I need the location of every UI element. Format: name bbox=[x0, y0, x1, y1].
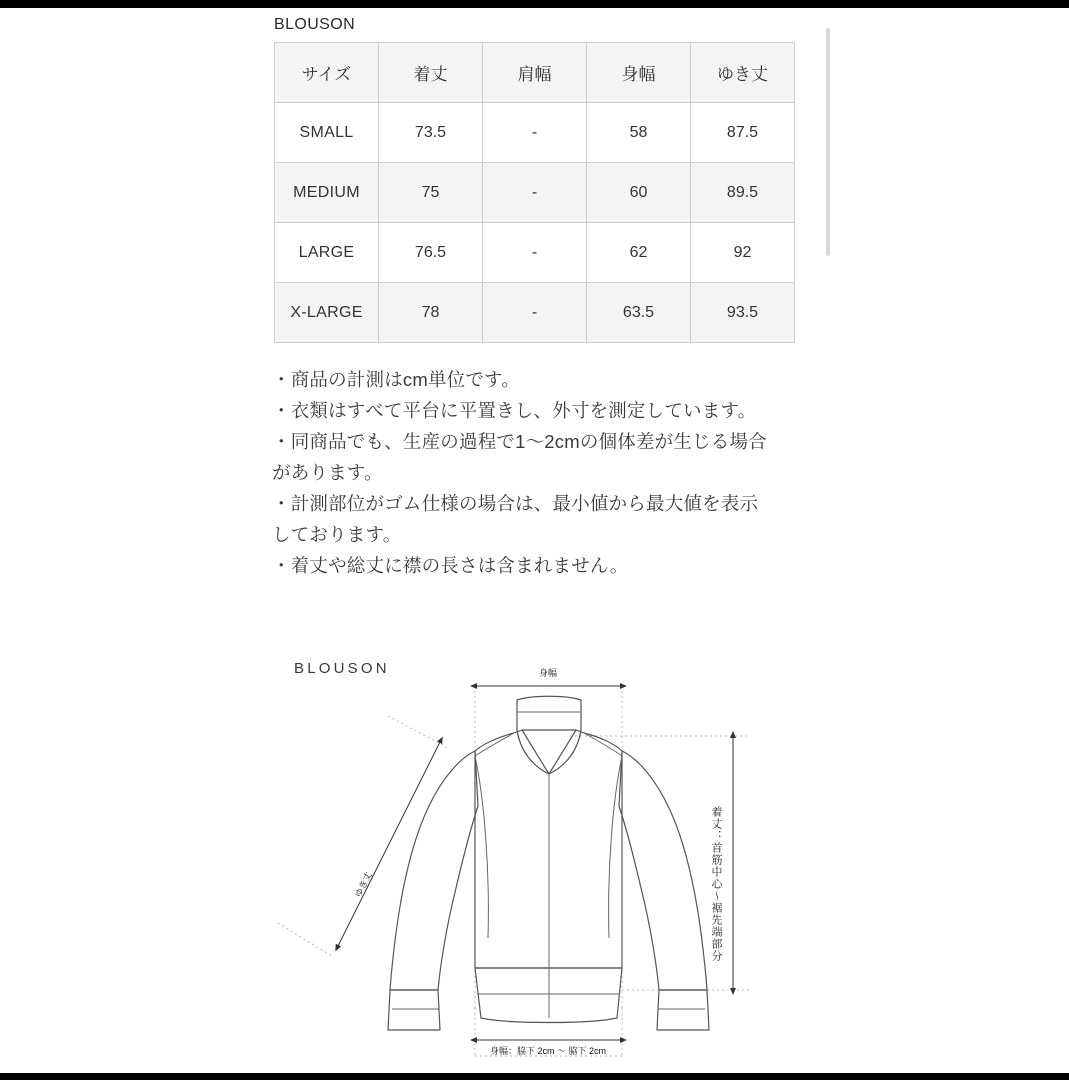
cell-length: 76.5 bbox=[379, 223, 483, 283]
table-row bbox=[275, 283, 795, 343]
measurement-notes bbox=[272, 364, 812, 581]
note-line: があります。 bbox=[272, 462, 383, 483]
table-row bbox=[275, 223, 795, 283]
cell-sleeve: 87.5 bbox=[691, 103, 795, 163]
cell-length: 73.5 bbox=[379, 103, 483, 163]
column-header-length: 着丈 bbox=[379, 43, 483, 103]
table-row bbox=[275, 163, 795, 223]
blouson-technical-drawing bbox=[270, 638, 810, 1073]
scrollbar[interactable] bbox=[826, 20, 831, 320]
cell-length: 75 bbox=[379, 163, 483, 223]
column-header-sleeve: ゆき丈 bbox=[691, 43, 795, 103]
dim-label-chest-bottom: 身幅：脇下 2cm 〜 脇下 2cm bbox=[489, 1046, 607, 1056]
note-line: ・商品の計測はcm単位です。 bbox=[272, 369, 520, 390]
note-line: しております。 bbox=[272, 524, 402, 545]
dim-label-sleeve: ゆき丈 bbox=[352, 870, 374, 899]
column-header-size: サイズ bbox=[275, 43, 379, 103]
note-line: ・着丈や総丈に襟の長さは含まれません。 bbox=[272, 555, 629, 576]
dim-label-length: 着丈：首筋中心〜裾先端部分 bbox=[710, 806, 722, 962]
note-line: ・衣類はすべて平台に平置きし、外寸を測定しています。 bbox=[272, 400, 757, 421]
cell-size: SMALL bbox=[275, 103, 379, 163]
page-content bbox=[0, 8, 1069, 1073]
diagram-title: BLOUSON bbox=[294, 660, 390, 677]
note-line: ・同商品でも、生産の過程で1〜2cmの個体差が生じる場合 bbox=[272, 431, 767, 452]
scrollbar-thumb[interactable] bbox=[826, 28, 830, 256]
cell-sleeve: 89.5 bbox=[691, 163, 795, 223]
table-row bbox=[275, 103, 795, 163]
bottom-black-bar bbox=[0, 1073, 1069, 1080]
cell-shoulder: - bbox=[483, 103, 587, 163]
cell-chest: 63.5 bbox=[587, 283, 691, 343]
dim-label-chest-top: 身幅 bbox=[538, 668, 558, 678]
blouson-diagram bbox=[270, 638, 810, 1073]
cell-length: 78 bbox=[379, 283, 483, 343]
cell-sleeve: 92 bbox=[691, 223, 795, 283]
cell-size: X-LARGE bbox=[275, 283, 379, 343]
cell-chest: 58 bbox=[587, 103, 691, 163]
cell-size: LARGE bbox=[275, 223, 379, 283]
top-black-bar bbox=[0, 0, 1069, 8]
column-header-shoulder: 肩幅 bbox=[483, 43, 587, 103]
cell-size: MEDIUM bbox=[275, 163, 379, 223]
table-header-row bbox=[275, 43, 795, 103]
cell-chest: 62 bbox=[587, 223, 691, 283]
note-line: ・計測部位がゴム仕様の場合は、最小値から最大値を表示 bbox=[272, 493, 759, 514]
cell-shoulder: - bbox=[483, 163, 587, 223]
cell-chest: 60 bbox=[587, 163, 691, 223]
size-table bbox=[274, 42, 795, 343]
column-header-chest: 身幅 bbox=[587, 43, 691, 103]
cell-sleeve: 93.5 bbox=[691, 283, 795, 343]
cell-shoulder: - bbox=[483, 283, 587, 343]
table-title: BLOUSON bbox=[274, 16, 356, 33]
cell-shoulder: - bbox=[483, 223, 587, 283]
